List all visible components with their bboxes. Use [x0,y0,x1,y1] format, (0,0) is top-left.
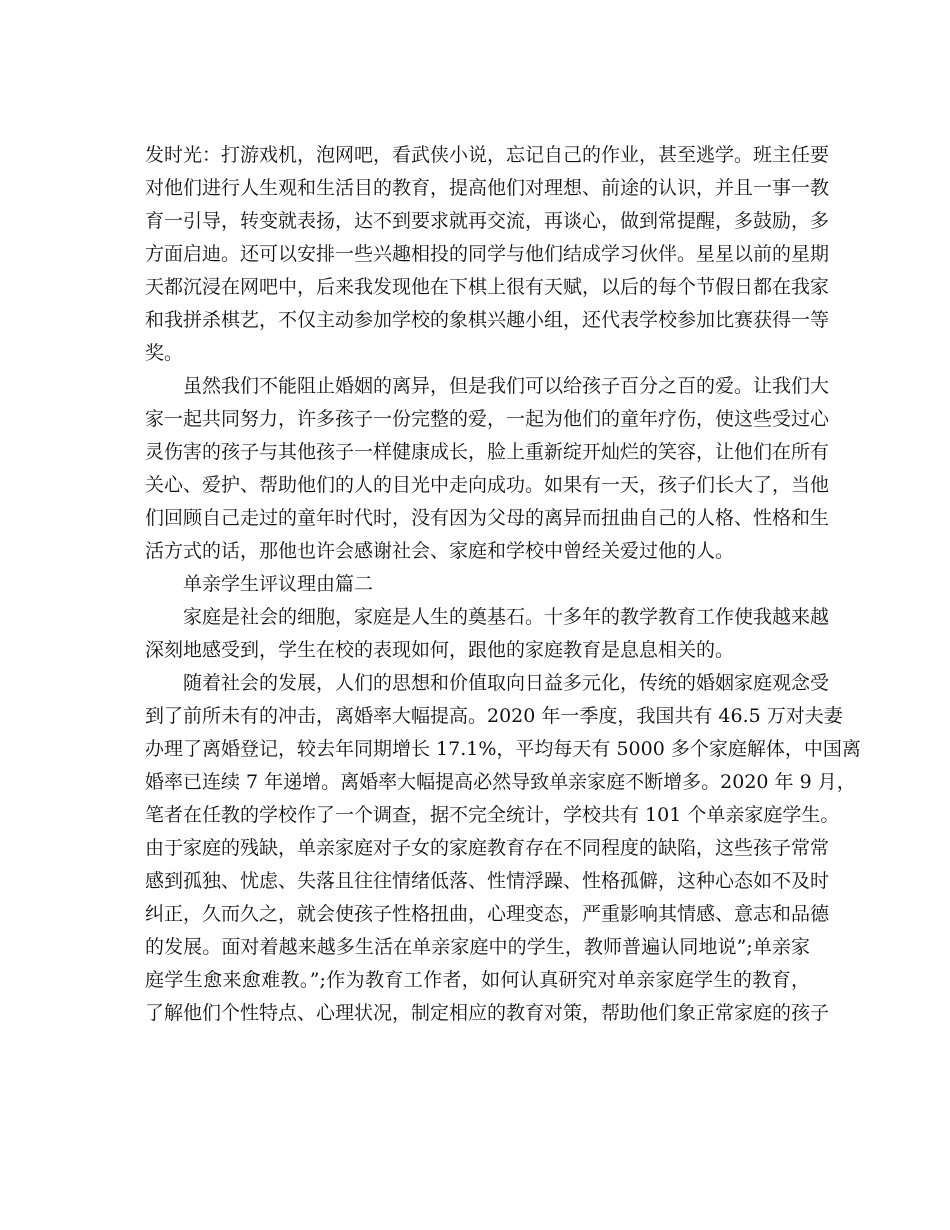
text-line: 方面启迪。还可以安排一些兴趣相投的同学与他们结成学习伙伴。星星以前的星期 [145,243,830,265]
document-body [145,139,861,1030]
text-line: 天都沉浸在网吧中，后来我发现他在下棋上很有天赋，以后的每个节假日都在我家 [145,276,830,298]
text-line: 庭学生愈来愈难教。”;作为教育工作者，如何认真研究对单亲家庭学生的教育， [145,969,810,991]
text-line: 家一起共同努力，许多孩子一份完整的爱，一起为他们的童年疗伤，使这些受过心 [145,408,830,430]
text-line: 们回顾自己走过的童年时代时，没有因为父母的离异而扭曲自己的人格、性格和生 [145,507,830,529]
text-line: 深刻地感受到，学生在校的表现如何，跟他的家庭教育是息息相关的。 [145,639,735,661]
text-line: 单亲学生评议理由篇二 [183,573,374,595]
text-line: 家庭是社会的细胞，家庭是人生的奠基石。十多年的教学教育工作使我越来越 [183,606,830,628]
text-line: 纠正，久而久之，就会使孩子性格扭曲，心理变态，严重影响其情感、意志和品德 [145,903,830,925]
text-line: 和我拼杀棋艺，不仅主动参加学校的象棋兴趣小组，还代表学校参加比赛获得一等 [145,309,830,331]
text-line: 到了前所未有的冲击，离婚率大幅提高。2020 年一季度，我国共有 46.5 万对夫妻 [145,705,843,727]
text-line: 奖。 [145,342,184,364]
text-line: 发时光：打游戏机，泡网吧，看武侠小说，忘记自己的作业，甚至逃学。班主任要 [145,144,830,166]
text-line: 笔者在任教的学校作了一个调查，据不完全统计，学校共有 101 个单亲家庭学生。 [145,804,840,826]
text-line: 随着社会的发展，人们的思想和价值取向日益多元化，传统的婚姻家庭观念受 [183,672,830,694]
text-line: 活方式的话，那他也许会感谢社会、家庭和学校中曾经关爱过他的人。 [145,540,735,562]
text-line: 了解他们个性特点、心理状况，制定相应的教育对策，帮助他们象正常家庭的孩子 [145,1002,830,1024]
text-line: 办理了离婚登记，较去年同期增长 17.1%，平均每天有 5000 多个家庭解体，中国离 [145,738,861,760]
text-line: 的发展。面对着越来越多生活在单亲家庭中的学生，教师普遍认同地说”;单亲家 [145,936,810,958]
text-line: 感到孤独、忧虑、失落且往往情绪低落、性情浮躁、性格孤僻，这种心态如不及时 [145,870,830,892]
text-line: 婚率已连续 7 年递增。离婚率大幅提高必然导致单亲家庭不断增多。2020 年 9 月， [145,771,856,793]
text-line: 育一引导，转变就表扬，达不到要求就再交流，再谈心，做到常提醒，多鼓励，多 [145,210,830,232]
text-line: 虽然我们不能阻止婚姻的离异，但是我们可以给孩子百分之百的爱。让我们大 [183,375,830,397]
text-line: 灵伤害的孩子与其他孩子一样健康成长，脸上重新绽开灿烂的笑容，让他们在所有 [145,441,830,463]
text-line: 关心、爱护、帮助他们的人的目光中走向成功。如果有一天，孩子们长大了，当他 [145,474,830,496]
text-line: 对他们进行人生观和生活目的教育，提高他们对理想、前途的认识，并且一事一教 [145,177,830,199]
text-line: 由于家庭的残缺，单亲家庭对子女的家庭教育存在不同程度的缺陷，这些孩子常常 [145,837,830,859]
